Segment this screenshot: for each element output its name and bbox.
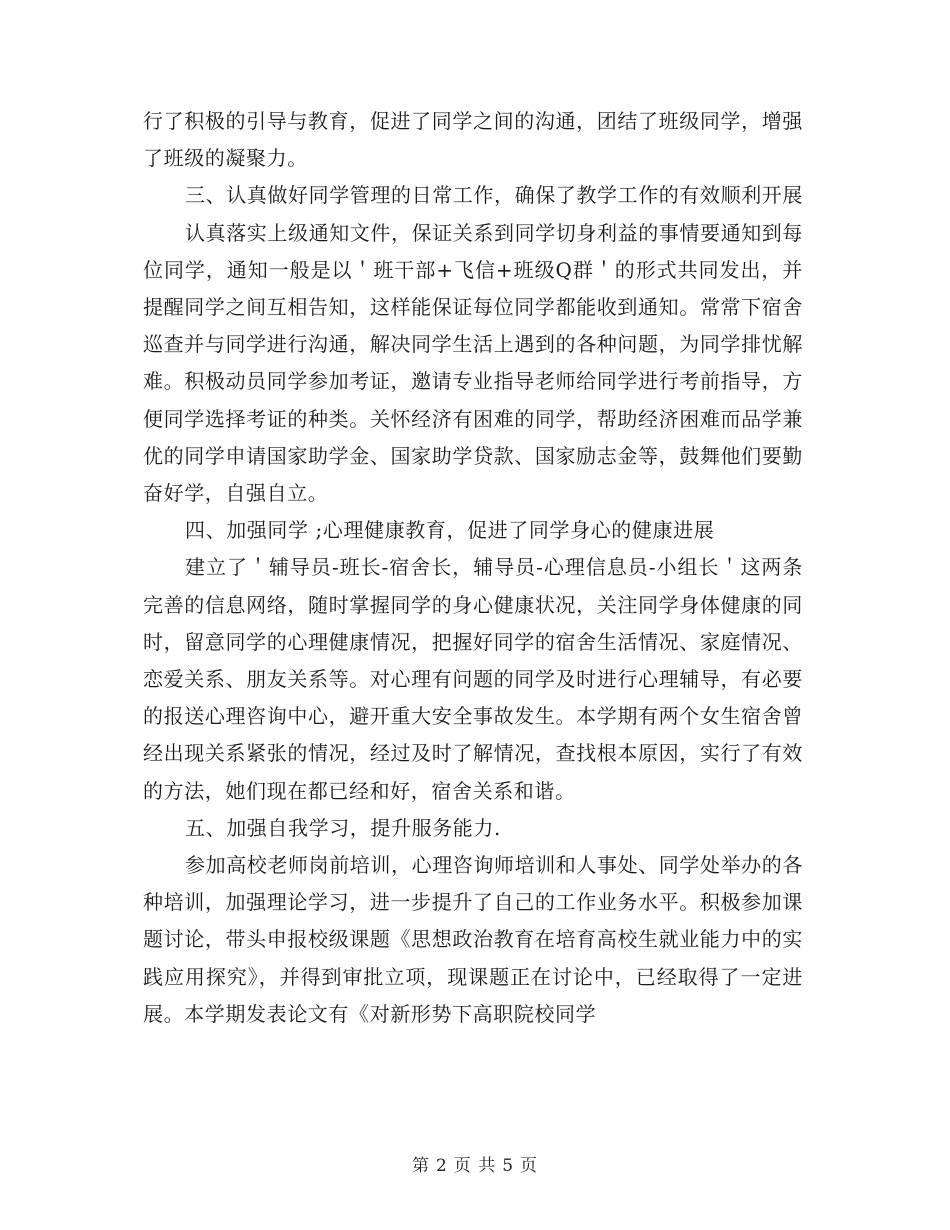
- footer-suffix: 页: [520, 1156, 539, 1176]
- footer-prefix: 第: [411, 1156, 430, 1176]
- document-body: [143, 103, 803, 1033]
- paragraph-1: 行了积极的引导与教育，促进了同学之间的沟通，团结了班级同学，增强了班级的凝聚力。: [143, 109, 803, 171]
- paragraph-3: 认真落实上级通知文件，保证关系到同学切身利益的事情要通知到每位同学，通知一般是以＇班干部+飞信+班级Q群＇的形式共同发出，并提醒同学之间互相告知，这样能保证每位同学都能收到通知。常常下宿舍巡查并与同学进行沟通，解决同学生活上遇到的各种问题，为同学排忧解难。积极动员同学参加考证，邀请专业指导老师给同学进行考前指导，方便同学选择考证的种类。关怀经济有困难的同学，帮助经济困难而品学兼优的同学申请国家助学金、国家助学贷款、国家励志金等，鼓舞他们要勤奋好学，自强自立。: [143, 220, 803, 506]
- page-footer: [0, 1151, 950, 1176]
- current-page-number: 2: [435, 1156, 448, 1176]
- section-heading-4: 四、加强同学 ;心理健康教育，促进了同学身心的健康进展: [185, 518, 715, 543]
- total-page-number: 5: [502, 1156, 515, 1176]
- section-heading-5: 五、加强自我学习，提升服务能力.: [185, 815, 501, 840]
- footer-middle: 页 共: [453, 1156, 497, 1176]
- paragraph-7: 参加高校老师岗前培训，心理咨询师培训和人事处、同学处举办的各种培训，加强理论学习，进一步提升了自己的工作业务水平。积极参加课题讨论，带头申报校级课题《思想政治教育在培育高校生就业能力中的实践应用探究》，并得到审批立项，现课题正在讨论中，已经取得了一定进展。本学期发表论文有《对新形势下高职院校同学: [143, 853, 803, 1026]
- paragraph-5: 建立了＇辅导员-班长-宿舍长，辅导员-心理信息员-小组长＇这两条完善的信息网络，随时掌握同学的身心健康状况，关注同学身体健康的同时，留意同学的心理健康情况，把握好同学的宿舍生活情况、家庭情况、恋爱关系、朋友关系等。对心理有问题的同学及时进行心理辅导，有必要的报送心理咨询中心，避开重大安全事故发生。本学期有两个女生宿舍曾经出现关系紧张的情况，经过及时了解情况，查找根本原因，实行了有效的方法，她们现在都已经和好，宿舍关系和谐。: [143, 555, 803, 803]
- section-heading-3: 三、认真做好同学管理的日常工作，确保了教学工作的有效顺利开展: [185, 183, 803, 208]
